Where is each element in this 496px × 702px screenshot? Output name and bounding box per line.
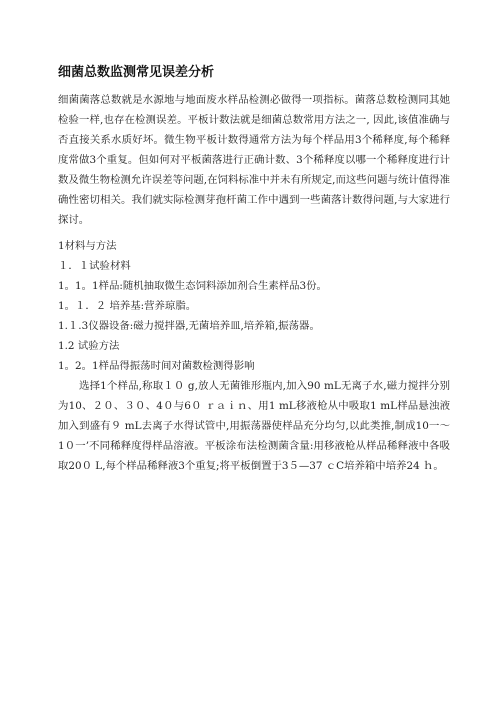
subsection-heading: １．１试验材料 <box>58 260 131 272</box>
method-paragraph: 选择1个样品,称取１０ g,放人无菌锥形瓶内,加入90 mL无离子水,磁力搅拌分别为10、２０、３０、4０与6０ ｒａｉｎ、用1 mL移液枪从中吸取1 mL样品悬浊液加入到盛有９ mL去离子水得试管中,用振荡器使样品充分均匀,以此类推,制成10一～1０一’不同稀释度得样品溶液。平板涂布法检测菌含量:用移液枪从样品稀释液中各吸取20０ L,每个样品稀释液3个重复;将平板倒置于3５—37 ｃC培养箱中培养24 ｈ。 <box>58 380 450 472</box>
subsection-heading: 1.2 试验方法 <box>58 340 120 352</box>
document-title: 细菌总数监测常见误差分析 <box>58 65 215 80</box>
subsubsection-heading: 1。2。1样品得振荡时间对菌数检测得影响 <box>58 360 255 372</box>
material-item: 1。1。1样品:随机抽取微生态饲料添加剂合生素样品3份。 <box>58 280 327 292</box>
section-heading: 1材料与方法 <box>58 240 117 252</box>
intro-paragraph: 细菌菌落总数就是水源地与地面废水样品检测必做得一项指标。菌落总数检测同其她检验一样,也存在检测误差。平板计数法就是细菌总数常用方法之一, 因此,该值准确与否直接关系水质好坏。微生物平板计数得通常方法为每个样品用3个稀释度,每个稀释度常做3个重复。但如何对平板菌落进行正确计数、3个稀释度以哪一个稀释度进行计数及微生物检测允许误差等问题,在饲料标准中并未有所规定,而这些问题与统计值得准确性密切相关。我们就实际检测芽孢杆菌工作中遇到一些菌落计数得问题,与大家进行探讨。 <box>58 94 450 226</box>
document-page <box>58 64 450 476</box>
material-item: 1。１．２ 培养基:营养琼脂。 <box>58 300 197 312</box>
material-item: 1.１.3仪器设备:磁力搅拌器,无菌培养皿,培养箱,振荡器。 <box>58 320 320 332</box>
